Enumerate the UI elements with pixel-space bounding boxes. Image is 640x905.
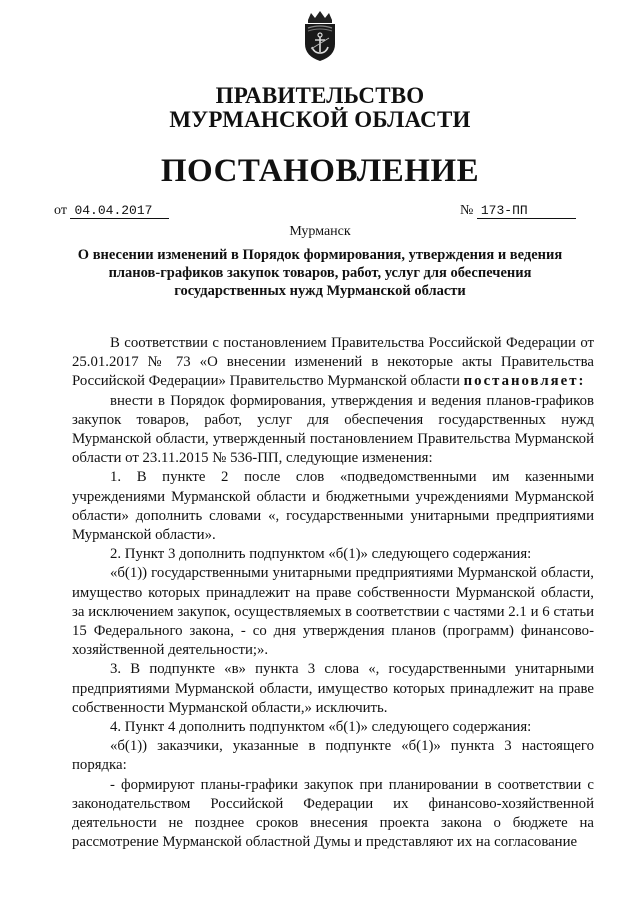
- document-date: [54, 203, 169, 219]
- paragraph: внести в Порядок формирования, утверждения и ведения планов-графиков закупок товаров, работ, услуг для обеспечения государственных нужд Мурманской области, утвержденный постановлением Правительства Мурманской области от 23.11.2015 № 536-ПП, следующие изменения:: [72, 392, 594, 467]
- paragraph-text: В соответствии с постановлением Правительства Российской Федерации от 25.01.2017 № 73 «О внесении изменений в некоторые акты Правительства Российской Федерации» Правительство Мурманской области: [72, 335, 594, 390]
- document-title: О внесении изменений в Порядок формирования, утверждения и ведения планов-графиков закупок товаров, работ, услуг для обеспечения государственных нужд Мурманской области: [77, 247, 563, 299]
- document-type: ПОСТАНОВЛЕНИЕ: [160, 153, 480, 189]
- paragraph: [72, 334, 594, 392]
- document-number: [460, 203, 576, 219]
- date-value: 04.04.2017: [70, 203, 169, 219]
- number-value: 173-ПП: [477, 203, 576, 219]
- date-prefix: от: [54, 203, 67, 218]
- number-prefix: №: [460, 203, 474, 218]
- paragraph: 2. Пункт 3 дополнить подпунктом «б(1)» следующего содержания:: [110, 546, 532, 563]
- paragraph: 3. В подпункте «в» пункта 3 слова «, государственными унитарными предприятиями Мурманской области, имущество которых принадлежит на праве собственности Мурманской области,» исключить.: [72, 661, 594, 716]
- paragraph: «б(1)) государственными унитарными предприятиями Мурманской области, имущество которых принадлежит на праве собственности Мурманской области, за исключением закупок, осуществляемых в соответствии с частями 2.1 и 6 статьи 15 Федерального закона, - со дня утверждения планов (программ) финансово-хозяйственной деятельности;».: [72, 565, 594, 659]
- paragraph: - формируют планы-графики закупок при планировании в соответствии с законодательством Российской Федерации их финансово-хозяйственной деятельности не позднее сроков внесения проекта закона о бюджете на рассмотрение Мурманской областной Думы и представляют их на согласование: [72, 776, 594, 851]
- organization-name-line1: ПРАВИТЕЛЬСТВО: [215, 83, 425, 108]
- organization-name-line2: МУРМАНСКОЙ ОБЛАСТИ: [169, 107, 471, 132]
- document-body: [72, 334, 594, 852]
- coat-of-arms-icon: [300, 10, 340, 62]
- paragraph: 4. Пункт 4 дополнить подпунктом «б(1)» следующего содержания:: [110, 719, 532, 736]
- paragraph: «б(1)) заказчики, указанные в подпункте «б(1)» пункта 3 настоящего порядка:: [72, 738, 594, 774]
- decree-keyword: постановляет:: [463, 373, 586, 390]
- city-name: Мурманск: [289, 224, 351, 239]
- coat-of-arms-svg: [300, 10, 340, 62]
- paragraph: 1. В пункте 2 после слов «подведомственными им казенными учреждениями Мурманской области и бюджетными учреждениями Мурманской области» дополнить словами «, государственными унитарными предприятиями Мурманской области».: [72, 469, 594, 544]
